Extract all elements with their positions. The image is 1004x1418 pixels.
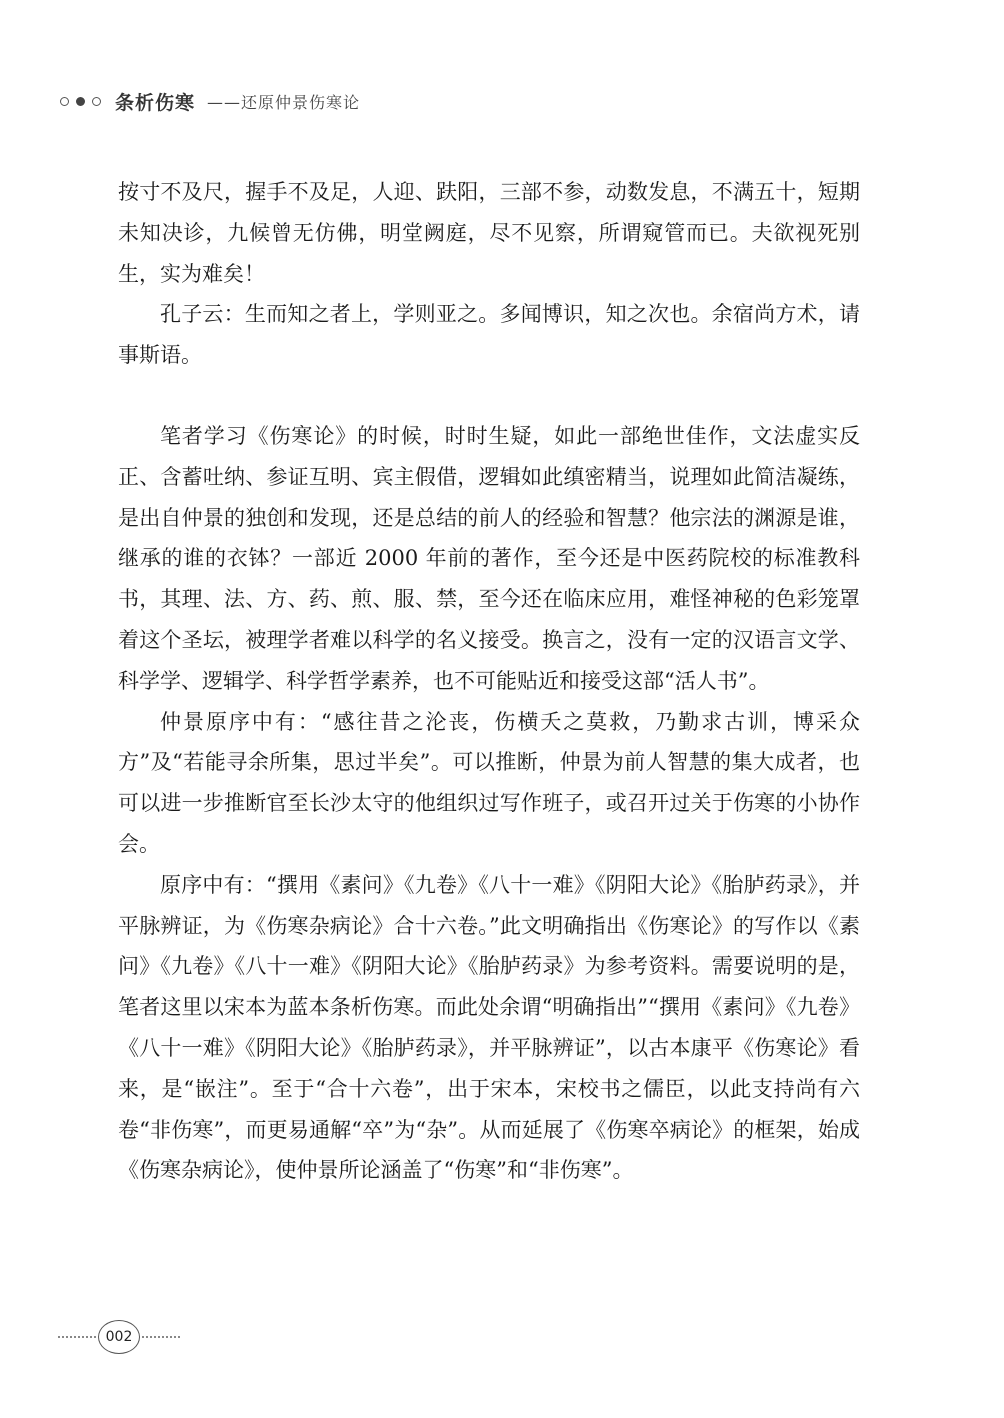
running-header (60, 86, 360, 116)
book-title: 条析伤寒 (115, 91, 196, 114)
paragraph: 仲景原序中有：“感往昔之沦丧，伤横夭之莫救，乃勤求古训，博采众方”及“若能寻余所集，思过半矣”。可以推断，仲景为前人智慧的集大成者，也可以进一步推断官至长沙太守的他组织过写作班子，或召开过关于伤寒的小协作会。 (118, 709, 860, 856)
paragraph: 孔子云：生而知之者上，学则亚之。多闻博识，知之次也。余宿尚方术，请事斯语。 (118, 302, 860, 368)
body-text (118, 172, 860, 1191)
book-subtitle: ——还原仲景伤寒论 (207, 92, 361, 112)
circle-outline-icon (60, 97, 69, 106)
paragraph: 笔者学习《伤寒论》的时候，时时生疑，如此一部绝世佳作，文法虚实反正、含蓄吐纳、参证互明、宾主假借，逻辑如此缜密精当，说理如此简洁凝练，是出自仲景的独创和发现，还是总结的前人的经验和智慧？他宗法的渊源是谁，继承的谁的衣钵？一部近 2000 年前的著作，至今还是中医药院校的标准教科书，其理、法、方、药、煎、服、禁，至今还在临床应用，难怪神秘的色彩笼罩着这个圣坛，被理学者难以科学的名义接受。换言之，没有一定的汉语言文学、科学学、逻辑学、科学哲学素养，也不可能贴近和接受这部“活人书”。 (118, 423, 860, 693)
circle-filled-icon (76, 97, 85, 106)
dotted-leader-left (58, 1336, 96, 1338)
paragraph: 原序中有：“撰用《素问》《九卷》《八十一难》《阴阳大论》《胎胪药录》，并平脉辨证，为《伤寒杂病论》合十六卷。”此文明确指出《伤寒论》的写作以《素问》《九卷》《八十一难》《阴阳大论》《胎胪药录》为参考资料。需要说明的是，笔者这里以宋本为蓝本条析伤寒。而此处余谓“明确指出”“撰用《素问》《九卷》《八十一难》《阴阳大论》《胎胪药录》，并平脉辨证”，以古本康平《伤寒论》看来，是“嵌注”。至于“合十六卷”，出于宋本，宋校书之儒臣，以此支持尚有六卷“非伤寒”，而更易通解“卒”为“杂”。从而延展了《伤寒卒病论》的框架，始成《伤寒杂病论》，使仲景所论涵盖了“伤寒”和“非伤寒”。 (118, 872, 860, 1183)
page-number: 002 (98, 1320, 140, 1354)
paragraph: 按寸不及尺，握手不及足，人迎、趺阳，三部不参，动数发息，不满五十，短期未知决诊，九候曾无仿佛，明堂阙庭，尽不见察，所谓窥管而已。夫欲视死别生，实为难矣！ (118, 180, 860, 286)
header-dots (60, 97, 101, 106)
circle-outline-icon (92, 97, 101, 106)
dotted-leader-right (142, 1336, 180, 1338)
page-footer (58, 1320, 180, 1354)
